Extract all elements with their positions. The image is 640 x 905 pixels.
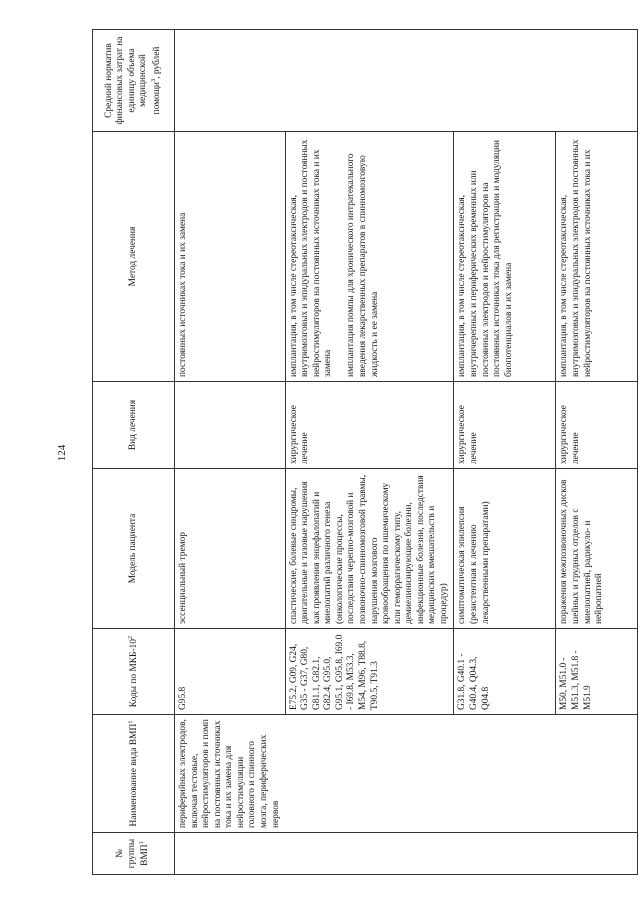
patient-model-cell: поражения межпозвоночных дисков шейных и грудных отделов с миелопатией, радикуло- и нейропатией [556, 469, 638, 629]
header-vmp-name [93, 715, 175, 833]
header-average-cost-text: Средний норматив финансовых затрат на единицу объема медицинской помощи [103, 36, 162, 125]
group-number-cell [285, 833, 454, 875]
vmp-name-cell [454, 715, 556, 833]
treatment-method-cell: постоянных источниках тока и их замена [175, 132, 286, 382]
footnote-marker: 3 [149, 78, 157, 83]
header-patient-model: Модель пациента [93, 469, 175, 629]
table-row [285, 30, 454, 875]
header-icd-codes-text: Коды по МКБ-10 [128, 639, 139, 708]
treatment-type-cell: хирургическое лечение [285, 382, 454, 469]
header-average-cost [93, 30, 175, 132]
average-cost-cell [556, 30, 638, 132]
patient-model-cell: эссенциальный тремор [175, 469, 286, 629]
vmp-name-cell [556, 715, 638, 833]
group-number-cell [175, 833, 286, 875]
footnote-marker: 1 [126, 720, 134, 724]
icd-codes-cell: E75.2, G09, G24, G35 - G37, G80, G81.1, G82.1, G82.4, G95.0, G95.1, G95.8, I69.0 - I69.8, M53.3, M54, M96, T88.8, T90.5, T91.3 [285, 629, 454, 715]
icd-codes-cell: G31.8, G40.1 - G40.4, Q04.3, Q04.8 [454, 629, 556, 715]
table-row [175, 30, 286, 875]
header-average-cost-unit: , рублей [151, 46, 162, 79]
page-number: 124 [56, 444, 68, 462]
table-row [556, 30, 638, 875]
header-treatment-method: Метод лечения [93, 132, 175, 382]
average-cost-cell [175, 30, 286, 132]
treatment-type-cell [175, 382, 286, 469]
table-header-row [93, 30, 175, 875]
treatment-method-cell: имплантация, в том числе стереотаксическая, внутричерепных и периферических временных или постоянных электродов и нейростимуляторов на постоянных источниках тока для регистрации и модуляции биопотенциалов и их замена [454, 132, 556, 382]
treatment-type-cell: хирургическое лечение [454, 382, 556, 469]
treatment-method-cell: имплантация, в том числе стереотаксическая, внутримозговых и эпидуральных электродов и постоянных нейростимуляторов на постоянных источниках тока и их замена имплантация помпы для хронического интратекального введения лекарственных препаратов в спинномозговую жидкость и ее замена [285, 132, 454, 382]
group-number-cell [556, 833, 638, 875]
treatment-method-cell: имплантация, в том числе стереотаксическая, внутримозговых и эпидуральных электродов и постоянных нейростимуляторов на постоянных источниках тока и их [556, 132, 638, 382]
header-vmp-name-text: Наименование вида ВМП [128, 723, 139, 827]
footnote-marker: 1 [138, 841, 146, 845]
header-icd-codes [93, 629, 175, 715]
group-number-cell [454, 833, 556, 875]
icd-codes-cell: M50, M51.0 - M51.3, M51.8 - M51.9 [556, 629, 638, 715]
header-treatment-type: Вид лечения [93, 382, 175, 469]
icd-codes-cell: G95.8 [175, 629, 286, 715]
patient-model-cell: симптоматическая эпилепсия (резистентная к лечению лекарственными препаратами) [454, 469, 556, 629]
vmp-name-cell: периферийных электродов, включая тестовые, нейростимуляторов и помп на постоянных источниках тока и их замена для нейростимуляции головного и спинного мозга, периферических нервов [175, 715, 286, 833]
average-cost-cell [454, 30, 556, 132]
vmp-table [92, 29, 638, 875]
treatment-type-cell: хирургическое лечение [556, 382, 638, 469]
footnote-marker: 2 [126, 635, 134, 640]
rotated-table-frame [92, 30, 605, 875]
table-row [454, 30, 556, 875]
header-group-number-text: № группы ВМП [115, 838, 151, 869]
vmp-name-cell [285, 715, 454, 833]
average-cost-cell [285, 30, 454, 132]
header-group-number [93, 833, 175, 875]
patient-model-cell: спастические, болевые синдромы, двигательные и тазовые нарушения как проявления энцефалопатий и миелопатий различного генеза (онкологические процессы, последствия черепно-мозговой и позвоночно-спинномозговой травмы, нарушения мозгового кровообращения по ишемическому или геморрагическому типу, демиелинизирующие болезни, инфекционные болезни, последствия медицинских вмешательств и процедур) [285, 469, 454, 629]
